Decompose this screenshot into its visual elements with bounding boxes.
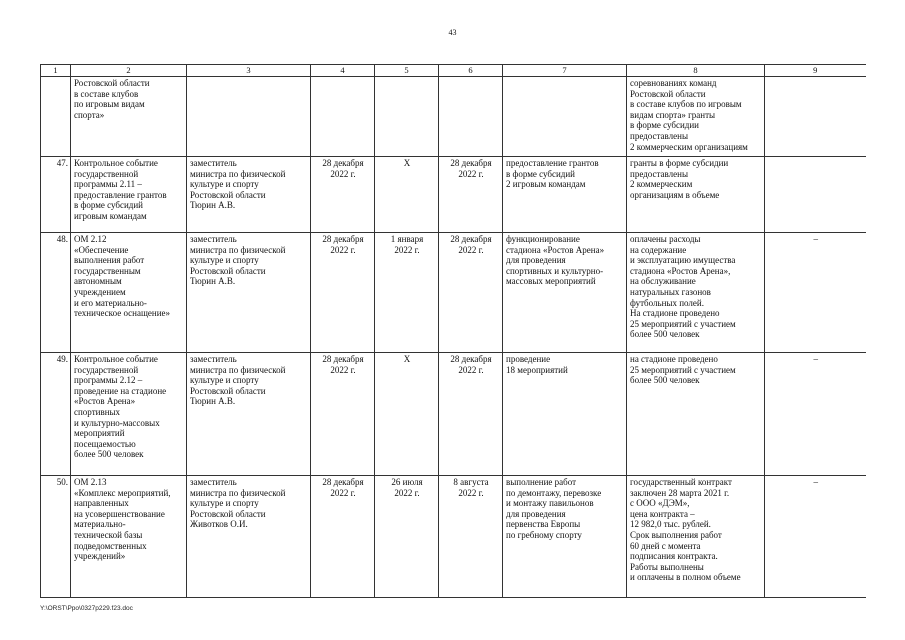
- header-cell: 3: [187, 65, 311, 77]
- page-number: 43: [448, 28, 457, 37]
- cell-responsible: [187, 77, 311, 157]
- cell-plan-date: [311, 77, 375, 157]
- cell-note: –: [765, 353, 866, 476]
- cell-expected: предоставление грантов в форме субсидий 2 игровым командам: [503, 157, 627, 233]
- header-cell: 7: [503, 65, 627, 77]
- report-table: [40, 64, 866, 598]
- cell-name: Контрольное событие государственной программы 2.11 – предоставление грантов в форме субсидий игровым командам: [71, 157, 187, 233]
- cell-start-date: 1 января 2022 г.: [375, 233, 439, 353]
- cell-name: ОМ 2.12 «Обеспечение выполнения работ государственным автономным учреждением и его материально- техническое оснащение»: [71, 233, 187, 353]
- cell-responsible: заместитель министра по физической культуре и спорту Ростовской области Тюрин А.В.: [187, 353, 311, 476]
- header-cell: 1: [41, 65, 71, 77]
- cell-expected: проведение 18 мероприятий: [503, 353, 627, 476]
- file-path-footer: Y:\ORST\Ppo\0327p229.f23.doc: [40, 605, 133, 612]
- cell-note: –: [765, 233, 866, 353]
- cell-note: –: [765, 476, 866, 598]
- table-row: [41, 233, 866, 353]
- cell-responsible: заместитель министра по физической культуре и спорту Ростовской области Тюрин А.В.: [187, 233, 311, 353]
- cell-start-date: Х: [375, 353, 439, 476]
- table-row: [41, 476, 866, 598]
- cell-start-date: Х: [375, 157, 439, 233]
- cell-note: [765, 77, 866, 157]
- cell-expected: [503, 77, 627, 157]
- cell-note: [765, 157, 866, 233]
- header-cell: 5: [375, 65, 439, 77]
- header-cell: 6: [439, 65, 503, 77]
- cell-end-date: 28 декабря 2022 г.: [439, 157, 503, 233]
- cell-plan-date: 28 декабря 2022 г.: [311, 353, 375, 476]
- cell-actual: соревнованиях команд Ростовской области в составе клубов по игровым видам спорта» гранты в форме субсидии предоставлены 2 коммерческим организациям: [627, 77, 765, 157]
- cell-actual: гранты в форме субсидии предоставлены 2 коммерческим организациям в объеме: [627, 157, 765, 233]
- table-row: [41, 353, 866, 476]
- cell-start-date: 26 июля 2022 г.: [375, 476, 439, 598]
- header-row: [41, 65, 866, 77]
- header-cell: 4: [311, 65, 375, 77]
- header-cell: 2: [71, 65, 187, 77]
- cell-num: 50.: [41, 476, 71, 598]
- continuation-row: [41, 77, 866, 157]
- cell-actual: оплачены расходы на содержание и эксплуатацию имущества стадиона «Ростов Арена», на обслуживание натуральных газонов футбольных полей. На стадионе проведено 25 мероприятий с участием более 500 человек: [627, 233, 765, 353]
- table-row: [41, 157, 866, 233]
- cell-end-date: [439, 77, 503, 157]
- cell-num: 47.: [41, 157, 71, 233]
- cell-plan-date: 28 декабря 2022 г.: [311, 157, 375, 233]
- cell-actual: на стадионе проведено 25 мероприятий с участием более 500 человек: [627, 353, 765, 476]
- cell-plan-date: 28 декабря 2022 г.: [311, 476, 375, 598]
- cell-num: 48.: [41, 233, 71, 353]
- cell-num: 49.: [41, 353, 71, 476]
- header-cell: 8: [627, 65, 765, 77]
- cell-name: Контрольное событие государственной программы 2.12 – проведение на стадионе «Ростов Арена» спортивных и культурно-массовых мероприятий посещаемостью более 500 человек: [71, 353, 187, 476]
- header-cell: 9: [765, 65, 866, 77]
- cell-end-date: 8 августа 2022 г.: [439, 476, 503, 598]
- cell-plan-date: 28 декабря 2022 г.: [311, 233, 375, 353]
- cell-expected: выполнение работ по демонтажу, перевозке и монтажу павильонов для проведения первенства Европы по гребному спорту: [503, 476, 627, 598]
- cell-end-date: 28 декабря 2022 г.: [439, 233, 503, 353]
- cell-name: ОМ 2.13 «Комплекс мероприятий, направленных на усовершенствование материально- технической базы подведомственных учреждений»: [71, 476, 187, 598]
- cell-name: Ростовской области в составе клубов по игровым видам спорта»: [71, 77, 187, 157]
- cell-actual: государственный контракт заключен 28 марта 2021 г. с ООО «ДЭМ», цена контракта – 12 982,0 тыс. рублей. Срок выполнения работ 60 дней с момента подписания контракта. Работы выполнены и оплачены в полном объеме: [627, 476, 765, 598]
- cell-responsible: заместитель министра по физической культуре и спорту Ростовской области Тюрин А.В.: [187, 157, 311, 233]
- cell-responsible: заместитель министра по физической культуре и спорту Ростовской области Животков О.И.: [187, 476, 311, 598]
- cell-end-date: 28 декабря 2022 г.: [439, 353, 503, 476]
- cell-start-date: [375, 77, 439, 157]
- cell-num: [41, 77, 71, 157]
- cell-expected: функционирование стадиона «Ростов Арена» для проведения спортивных и культурно- массовых мероприятий: [503, 233, 627, 353]
